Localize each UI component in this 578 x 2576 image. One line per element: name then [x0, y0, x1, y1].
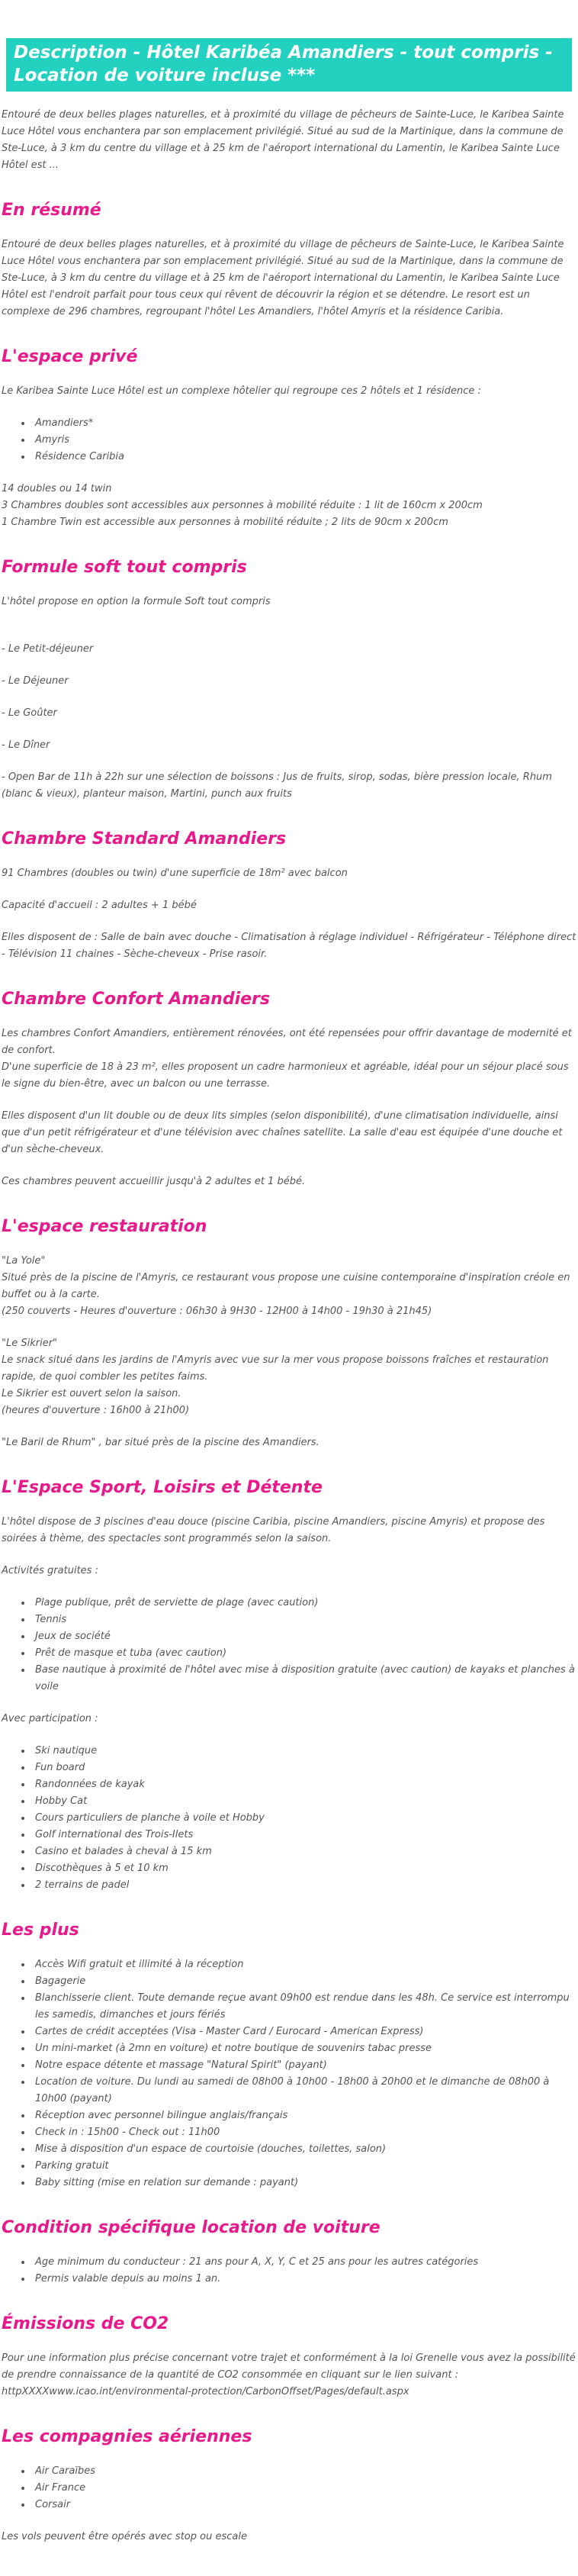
- page-title: Description - Hôtel Karibéa Amandiers - tout compris - Location de voiture incluse ***: [14, 43, 553, 85]
- list-item: • Cours particuliers de planche à voile et Hobby: [32, 1810, 576, 1827]
- list-item: • Ski nautique: [32, 1743, 576, 1760]
- paid-activities-label: Avec participation :: [2, 1713, 98, 1724]
- paid-activities-list: [2, 1743, 576, 1894]
- list-item: • Baby sitting (mise en relation sur demande : payant): [32, 2175, 576, 2191]
- list-item: • Réception avec personnel bilingue anglais/français: [32, 2107, 576, 2124]
- list-item: • Amandiers*: [32, 415, 576, 432]
- standard-amenities: Elles disposent de : Salle de bain avec douche - Climatisation à réglage individuel - Réfrigérateur - Téléphone direct - Télévision 11 chaines - Sèche-cheveux - Prise rasoir.: [2, 932, 576, 960]
- section-heading-condition-location: Condition spécifique location de voiture: [2, 2218, 381, 2237]
- section-heading-formule-soft: Formule soft tout compris: [2, 558, 247, 577]
- section-heading-resume: En résumé: [2, 201, 101, 220]
- list-item: • 2 terrains de padel: [32, 1877, 576, 1894]
- standard-surface: 91 Chambres (doubles ou twin) d'une superficie de 18m² avec balcon: [2, 868, 348, 879]
- sport-intro: L'hôtel dispose de 3 piscines d'eau douce (piscine Caribia, piscine Amandiers, piscine Amyris) et propose des soirées à thème, des spectacles sont programmés selon la saison.: [2, 1516, 545, 1544]
- section-heading-chambre-confort: Chambre Confort Amandiers: [2, 990, 270, 1009]
- espace-prive-list: [2, 415, 576, 465]
- list-item: • Cartes de crédit acceptées (Visa - Master Card / Eurocard - American Express): [32, 2024, 576, 2040]
- co2-paragraph: Pour une information plus précise concernant votre trajet et conformément à la loi Grenelle vous avez la possibilité de prendre connaissance de la quantité de CO2 consommée en cliquant sur le lien suivant : httpXXXXwww.icao.int/environmental-protection/CarbonOffset/Pages/default.aspx: [2, 2352, 576, 2397]
- description-content: [0, 107, 578, 2545]
- list-item: • Parking gratuit: [32, 2158, 576, 2175]
- restaurant-la-yole: [2, 1253, 576, 1320]
- list-item: • Permis valable depuis au moins 1 an.: [32, 2271, 576, 2288]
- free-activities-list: [2, 1595, 576, 1695]
- restaurant-le-sikrier: [2, 1335, 576, 1419]
- text-line: 14 doubles ou 14 twin: [2, 483, 112, 494]
- restaurant-season: Le Sikrier est ouvert selon la saison.: [2, 1388, 181, 1399]
- bar-baril-de-rhum: "Le Baril de Rhum" , bar situé près de la piscine des Amandiers.: [2, 1437, 320, 1448]
- list-item: • Casino et balades à cheval à 15 km: [32, 1843, 576, 1860]
- section-heading-chambre-standard: Chambre Standard Amandiers: [2, 829, 287, 848]
- list-item: • Jeux de société: [32, 1628, 576, 1645]
- list-item: • Plage publique, prêt de serviette de plage (avec caution): [32, 1595, 576, 1612]
- list-item: • Résidence Caribia: [32, 449, 576, 465]
- restaurant-name: "La Yole": [2, 1255, 46, 1267]
- text-line: 1 Chambre Twin est accessible aux personnes à mobilité réduite ; 2 lits de 90cm x 200cm: [2, 517, 448, 528]
- restaurant-hours: (250 couverts - Heures d'ouverture : 06h30 à 9H30 - 12H00 à 14h00 - 19h30 à 21h45): [2, 1306, 432, 1317]
- list-item: • Mise à disposition d'un espace de courtoisie (douches, toilettes, salon): [32, 2141, 576, 2158]
- intro-paragraph: Entouré de deux belles plages naturelles, et à proximité du village de pêcheurs de Sainte-Luce, le Karibea Sainte Luce Hôtel vous enchantera par son emplacement privilégié. Situé au sud de la Martinique, dans la commune de Ste-Luce, à 3 km du centre du village et à 25 km de l'aéroport international du Lamentin, le Karibea Sainte Luce Hôtel est ...: [2, 109, 564, 171]
- list-item: • Corsair: [32, 2497, 576, 2513]
- section-heading-emissions-co2: Émissions de CO2: [2, 2314, 169, 2333]
- list-item: • Base nautique à proximité de l'hôtel avec mise à disposition gratuite (avec caution) de kayaks et planches à voile: [32, 1662, 576, 1695]
- restaurant-text: Situé près de la piscine de l'Amyris, ce restaurant vous propose une cuisine contemporaine d'inspiration créole en buffet ou à la carte.: [2, 1272, 570, 1300]
- list-item: • Age minimum du conducteur : 21 ans pour A, X, Y, C et 25 ans pour les autres catégories: [32, 2254, 576, 2271]
- open-bar-text: - Open Bar de 11h à 22h sur une sélection de boissons : Jus de fruits, sirop, sodas, bière pression locale, Rhum (blanc & vieux), planteur maison, Martini, punch aux fruits: [2, 771, 552, 800]
- formule-intro: L'hôtel propose en option la formule Soft tout compris: [2, 596, 271, 607]
- espace-prive-details: [2, 481, 576, 531]
- airlines-list: [2, 2463, 576, 2513]
- meal-item: - Le Dîner: [2, 739, 50, 751]
- confort-capacity: Ces chambres peuvent accueillir jusqu'à 2 adultes et 1 bébé.: [2, 1176, 306, 1187]
- condition-list: [2, 2254, 576, 2288]
- list-item: • Prêt de masque et tuba (avec caution): [32, 1645, 576, 1662]
- section-heading-les-plus: Les plus: [2, 1921, 79, 1940]
- text-line: D'une superficie de 18 à 23 m², elles proposent un cadre harmonieux et agréable, idéal pour un séjour placé sous le signe du bien-être, avec un balcon ou une terrasse.: [2, 1061, 569, 1090]
- list-item: • Amyris: [32, 432, 576, 449]
- section-heading-restauration: L'espace restauration: [2, 1217, 207, 1236]
- restaurant-name: "Le Sikrier": [2, 1338, 58, 1349]
- section-heading-sport-loisirs: L'Espace Sport, Loisirs et Détente: [2, 1478, 323, 1497]
- meal-item: - Le Petit-déjeuner: [2, 643, 94, 655]
- list-item: • Blanchisserie client. Toute demande reçue avant 09h00 est rendue dans les 48h. Ce service est interrompu les samedis, dimanches et jours fériés: [32, 1990, 576, 2024]
- list-item: • Randonnées de kayak: [32, 1776, 576, 1793]
- list-item: • Air France: [32, 2480, 576, 2497]
- restaurant-hours: (heures d'ouverture : 16h00 à 21h00): [2, 1405, 190, 1416]
- restaurant-text: Le snack situé dans les jardins de l'Amyris avec vue sur la mer vous propose boissons fraîches et restauration rapide, de quoi combler les petites faims.: [2, 1354, 549, 1383]
- confort-description: [2, 1026, 576, 1093]
- list-item: • Tennis: [32, 1612, 576, 1628]
- list-item: • Un mini-market (à 2mn en voiture) et notre boutique de souvenirs tabac presse: [32, 2040, 576, 2057]
- list-item: • Check in : 15h00 - Check out : 11h00: [32, 2124, 576, 2141]
- section-heading-espace-prive: L'espace privé: [2, 347, 138, 366]
- meal-item: - Le Déjeuner: [2, 675, 69, 687]
- list-item: • Location de voiture. Du lundi au samedi de 08h00 à 10h00 - 18h00 à 20h00 et le dimanche de 08h00 à 10h00 (payant): [32, 2074, 576, 2107]
- espace-prive-paragraph: Le Karibea Sainte Luce Hôtel est un complexe hôtelier qui regroupe ces 2 hôtels et 1 résidence :: [2, 385, 481, 397]
- list-item: • Hobby Cat: [32, 1793, 576, 1810]
- standard-capacity: Capacité d'accueil : 2 adultes + 1 bébé: [2, 900, 197, 911]
- list-item: • Bagagerie: [32, 1973, 576, 1990]
- list-item: • Fun board: [32, 1760, 576, 1776]
- meal-item: - Le Goûter: [2, 707, 57, 719]
- page-title-banner: [6, 38, 572, 92]
- free-activities-label: Activités gratuites :: [2, 1565, 98, 1576]
- list-item: • Air Caraïbes: [32, 2463, 576, 2480]
- les-plus-list: [2, 1956, 576, 2191]
- section-heading-compagnies-aeriennes: Les compagnies aériennes: [2, 2427, 252, 2446]
- list-item: • Notre espace détente et massage "Natural Spirit" (payant): [32, 2057, 576, 2074]
- confort-amenities: Elles disposent d'un lit double ou de deux lits simples (selon disponibilité), d'une climatisation individuelle, ainsi que d'un petit réfrigérateur et d'une télévision avec chaînes satellite. La salle d'eau est équipée d'une douche et d'un sèche-cheveux.: [2, 1110, 563, 1155]
- list-item: • Accès Wifi gratuit et illimité à la réception: [32, 1956, 576, 1973]
- text-line: Les chambres Confort Amandiers, entièrement rénovées, ont été repensées pour offrir davantage de modernité et de confort.: [2, 1028, 572, 1056]
- resume-paragraph: Entouré de deux belles plages naturelles, et à proximité du village de pêcheurs de Sainte-Luce, le Karibea Sainte Luce Hôtel vous enchantera par son emplacement privilégié. Situé au sud de la Martinique, dans la commune de Ste-Luce, à 3 km du centre du village et à 25 km de l'aéroport international du Lamentin, le Karibea Sainte Luce Hôtel est l'endroit parfait pour tous ceux qui rêvent de découvrir la région et se détendre. Le resort est un complexe de 296 chambres, regroupant l'hôtel Les Amandiers, l'hôtel Amyris et la résidence Caribia.: [2, 239, 564, 317]
- hotel-description-page: [0, 38, 578, 2576]
- list-item: • Golf international des Trois-Ilets: [32, 1827, 576, 1843]
- list-item: • Discothèques à 5 et 10 km: [32, 1860, 576, 1877]
- flights-note: Les vols peuvent être opérés avec stop ou escale: [2, 2531, 247, 2542]
- text-line: 3 Chambres doubles sont accessibles aux personnes à mobilité réduite : 1 lit de 160cm x 200cm: [2, 500, 483, 511]
